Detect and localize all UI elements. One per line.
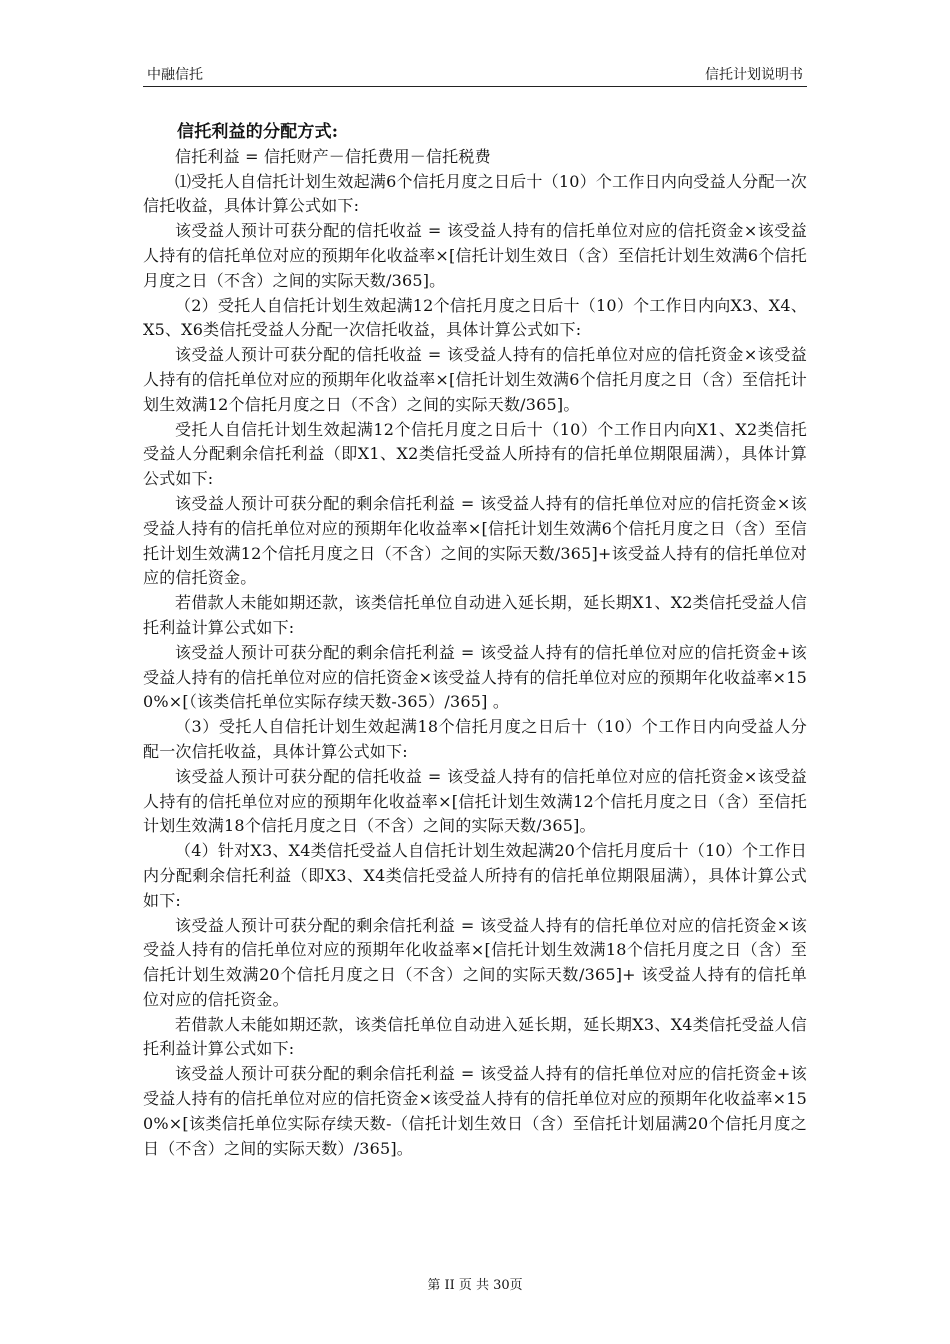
paragraph: （3）受托人自信托计划生效起满18个信托月度之日后十（10）个工作日内向受益人分配一次信托收益，具体计算公式如下: — [143, 717, 807, 761]
paragraph: 该受益人预计可获分配的信托收益 = 该受益人持有的信托单位对应的信托资金×该受益人持有的信托单位对应的预期年化收益率×[信托计划生效满12个信托月度之日（含）至信托计划生效满18个信托月度之日（不含）之间的实际天数/365]。 — [143, 766, 807, 836]
page-footer: 第 II 页 共 30页 — [427, 1278, 523, 1293]
paragraph: （2）受托人自信托计划生效起满12个信托月度之日后十（10）个工作日内向X3、X4、X5、X6类信托受益人分配一次信托收益，具体计算公式如下: — [143, 295, 807, 340]
paragraph: 该受益人预计可获分配的剩余信托利益 = 该受益人持有的信托单位对应的信托资金+该受益人持有的信托单位对应的信托资金×该受益人持有的信托单位对应的预期年化收益率×150%×[该类信托单位实际存续天数-（信托计划生效日（含）至信托计划届满20个信托月度之日（不含）之间的实际天数）/365]。 — [143, 1064, 807, 1158]
paragraph: 该受益人预计可获分配的信托收益 = 该受益人持有的信托单位对应的信托资金×该受益人持有的信托单位对应的预期年化收益率×[信托计划生效满6个信托月度之日（含）至信托计划生效满12个信托月度之日（不含）之间的实际天数/365]。 — [143, 345, 807, 414]
paragraph: 该受益人预计可获分配的剩余信托利益 = 该受益人持有的信托单位对应的信托资金+该受益人持有的信托单位对应的信托资金×该受益人持有的信托单位对应的预期年化收益率×150%×[（该类信托单位实际存续天数-365）/365] 。 — [143, 642, 807, 712]
page-header — [143, 66, 807, 87]
paragraph: 该受益人预计可获分配的信托收益 = 该受益人持有的信托单位对应的信托资金×该受益人持有的信托单位对应的预期年化收益率×[信托计划生效日（含）至信托计划生效满6个信托月度之日（不含）之间的实际天数/365]。 — [143, 221, 807, 290]
header-company: 中融信托 — [147, 67, 203, 83]
section-heading: 信托利益的分配方式: — [177, 122, 339, 142]
header-doc-title: 信托计划说明书 — [705, 67, 803, 83]
paragraph: ⑴受托人自信托计划生效起满6个信托月度之日后十（10）个工作日内向受益人分配一次信托收益，具体计算公式如下: — [143, 171, 807, 216]
paragraph: 若借款人未能如期还款，该类信托单位自动进入延长期，延长期X3、X4类信托受益人信托利益计算公式如下: — [143, 1014, 807, 1059]
formula-definition: 信托利益 = 信托财产－信托费用－信托税费 — [175, 146, 491, 166]
paragraph: 受托人自信托计划生效起满12个信托月度之日后十（10）个工作日内向X1、X2类信托受益人分配剩余信托利益（即X1、X2类信托受益人所持有的信托单位期限届满），具体计算公式如下: — [143, 419, 807, 489]
paragraph: 该受益人预计可获分配的剩余信托利益 = 该受益人持有的信托单位对应的信托资金×该受益人持有的信托单位对应的预期年化收益率×[信托计划生效满6个信托月度之日（含）至信托计划生效满12个信托月度之日（不含）之间的实际天数/365]+该受益人持有的信托单位对应的信托资金。 — [143, 493, 807, 588]
paragraph: 该受益人预计可获分配的剩余信托利益 = 该受益人持有的信托单位对应的信托资金×该受益人持有的信托单位对应的预期年化收益率×[信托计划生效满18个信托月度之日（含）至信托计划生效满20个信托月度之日（不含）之间的实际天数/365]+ 该受益人持有的信托单位对应的信托资金。 — [143, 915, 807, 1009]
document-body — [143, 120, 807, 1161]
paragraph: （4）针对X3、X4类信托受益人自信托计划生效起满20个信托月度后十（10）个工作日内分配剩余信托利益（即X3、X4类信托受益人所持有的信托单位期限届满），具体计算公式如下: — [143, 841, 807, 910]
paragraph: 若借款人未能如期还款，该类信托单位自动进入延长期，延长期X1、X2类信托受益人信托利益计算公式如下: — [143, 593, 807, 637]
